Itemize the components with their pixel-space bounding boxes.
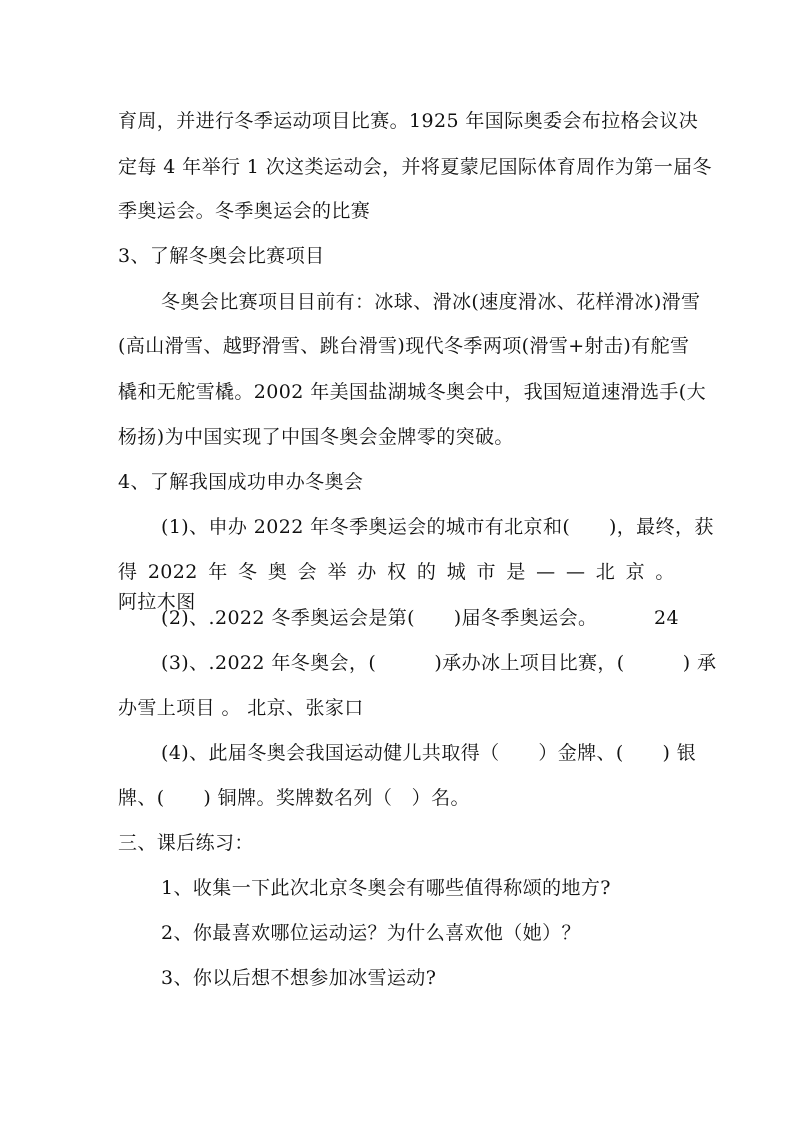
word: 北 — [595, 561, 616, 583]
word: 京 — [625, 561, 645, 583]
word: 得 — [118, 561, 138, 583]
paragraph-line: 冬奥会比赛项目目前有：冰球、滑冰(速度滑冰、花样滑冰)滑雪 — [161, 291, 701, 313]
question-line: (3)、.2022 年冬奥会，( )承办冰上项目比赛，( ) 承 — [161, 652, 717, 674]
word: 办 — [357, 561, 377, 583]
word: 年 — [208, 561, 228, 583]
word: 举 — [327, 561, 347, 583]
paragraph-line: 橇和无舵雪橇。2002 年美国盐湖城冬奥会中，我国短道速滑选手(大 — [118, 381, 707, 403]
exercise-item: 3、你以后想不想参加冰雪运动? — [161, 967, 437, 989]
word: — — [536, 561, 556, 583]
word: — — [565, 561, 586, 583]
paragraph-line: 定每 4 年举行 1 次这类运动会，并将夏蒙尼国际体育周作为第一届冬 — [118, 156, 712, 178]
section-heading: 三、课后练习： — [118, 832, 254, 854]
word: 。 — [655, 561, 675, 583]
paragraph-line: 季奥运会。冬季奥运会的比赛 — [118, 200, 371, 222]
word: 城 — [446, 561, 467, 583]
exercise-item: 2、你最喜欢哪位运动运？为什么喜欢他（她）？ — [161, 922, 581, 944]
question-line-justified — [118, 560, 675, 584]
exercise-item: 1、收集一下此次北京冬奥会有哪些值得称颂的地方? — [161, 877, 611, 899]
word: 是 — [506, 561, 526, 583]
question-line: 办雪上项目 。 北京、张家口 — [118, 697, 364, 719]
paragraph-line: (高山滑雪、越野滑雪、跳台滑雪)现代冬季两项(滑雪+射击)有舵雪 — [118, 335, 690, 357]
word: 的 — [416, 561, 437, 583]
word: 冬 — [238, 561, 258, 583]
word: 市 — [476, 561, 496, 583]
word: 权 — [387, 561, 407, 583]
section-heading: 3、了解冬奥会比赛项目 — [118, 245, 325, 267]
question-line: (2)、.2022 冬季奥运会是第( )届冬季奥运会。 — [161, 607, 598, 629]
question-line: (1)、申办 2022 年冬季奥运会的城市有北京和( )，最终，获 — [161, 516, 714, 538]
section-heading: 4、了解我国成功申办冬奥会 — [118, 471, 364, 493]
word: 奥 — [267, 561, 288, 583]
question-line: 牌、( ) 铜牌。奖牌数名列（ ）名。 — [118, 787, 470, 809]
word: 2022 — [147, 561, 198, 583]
answer-line: 阿拉木图 — [118, 591, 196, 613]
paragraph-line: 杨扬)为中国实现了中国冬奥会金牌零的突破。 — [118, 426, 514, 448]
paragraph-line: 育周，并进行冬季运动项目比赛。1925 年国际奥委会布拉格会议决 — [118, 110, 699, 132]
word: 会 — [297, 561, 318, 583]
answer-text: 24 — [654, 607, 679, 629]
question-line: (4)、此届冬奥会我国运动健儿共取得（ ）金牌、( ) 银 — [161, 742, 697, 764]
